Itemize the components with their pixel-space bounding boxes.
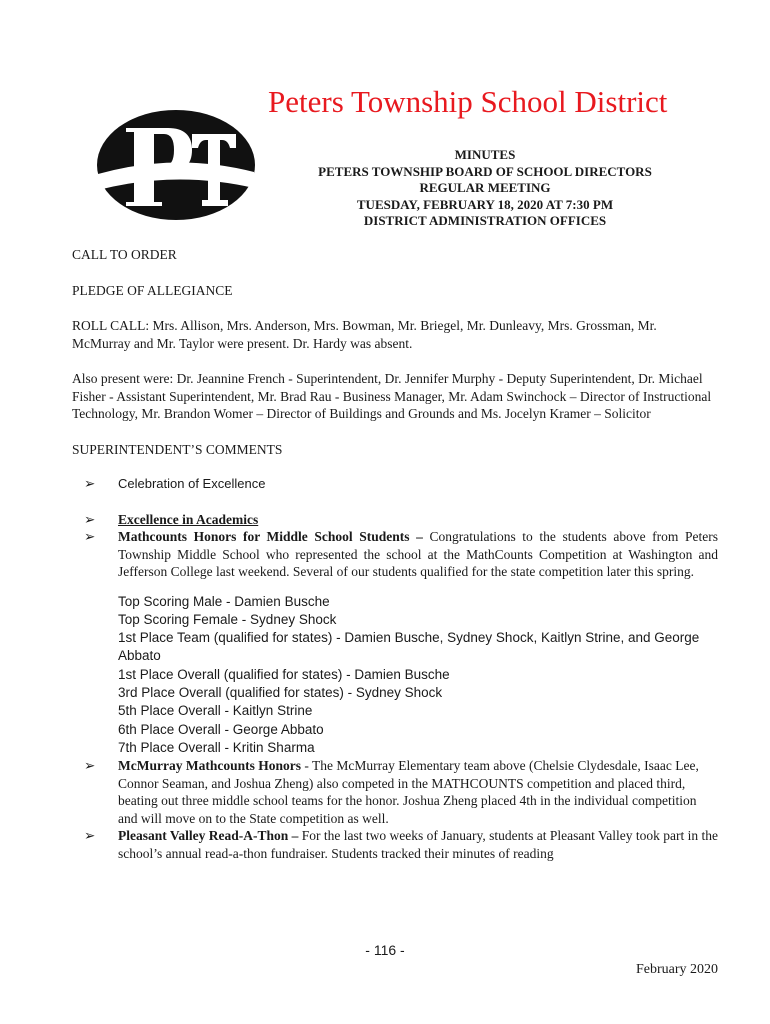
mcmurray-text: - The McMurray Elementary team above (Chelsie Clydesdale, Isaac Lee, Connor Seaman, and Joshua Zheng) also competed in the MATHCOUNTS competition and placed third, beating out three middle school teams for the honor. Joshua Zheng placed 4th in the individual competition and will move on to the State competition as well. xyxy=(118,758,699,826)
meeting-header xyxy=(270,147,700,230)
also-present-paragraph: Also present were: Dr. Jeannine French - Superintendent, Dr. Jennifer Murphy - Deputy Superintendent, Dr. Michael Fisher - Assistant Superintendent, Mr. Brad Rau - Business Manager, Mr. Adam Swinchock – Director of Instructional Technology, Mr. Brandon Womer – Director of Buildings and Grounds and Ms. Jocelyn Kramer – Solicitor xyxy=(72,371,712,421)
celebration-label: Celebration of Excellence xyxy=(118,476,266,491)
header-line-date: TUESDAY, FEBRUARY 18, 2020 AT 7:30 PM xyxy=(356,196,614,212)
bullet-excellence-academics xyxy=(72,511,718,529)
footer-date: February 2020 xyxy=(635,962,718,977)
bullet-mcmurray xyxy=(72,757,718,827)
result-line: 6th Place Overall - George Abbato xyxy=(118,721,324,737)
district-title: Peters Township School District xyxy=(268,84,668,119)
result-line: 1st Place Team (qualified for states) - Damien Busche, Sydney Shock, Kaitlyn Strine, and George Abbato xyxy=(118,630,700,664)
page-number: - 116 - xyxy=(365,942,405,958)
minutes-body xyxy=(72,246,718,862)
arrow-bullet-icon: ➢ xyxy=(84,828,96,844)
call-to-order-heading: CALL TO ORDER xyxy=(72,247,177,262)
mcmurray-title: McMurray Mathcounts Honors xyxy=(118,758,301,774)
bullet-pleasant-valley xyxy=(72,827,718,862)
pledge-heading: PLEDGE OF ALLEGIANCE xyxy=(72,282,233,298)
roll-call-paragraph: ROLL CALL: Mrs. Allison, Mrs. Anderson, Mrs. Bowman, Mr. Briegel, Mr. Dunleavy, Mrs. Grossman, Mr. McMurray and Mr. Taylor were present. Dr. Hardy was absent. xyxy=(72,318,657,351)
mathcounts-results xyxy=(72,593,718,758)
arrow-bullet-icon: ➢ xyxy=(84,529,96,544)
result-line: 7th Place Overall - Kritin Sharma xyxy=(118,739,315,755)
header-line-board: PETERS TOWNSHIP BOARD OF SCHOOL DIRECTORS xyxy=(318,163,652,179)
result-line: 5th Place Overall - Kaitlyn Strine xyxy=(118,703,313,719)
mathcounts-title: Mathcounts Honors for Middle School Students – xyxy=(118,529,423,544)
excellence-academics-label: Excellence in Academics xyxy=(118,511,259,527)
arrow-bullet-icon: ➢ xyxy=(84,476,96,491)
mathcounts-text: Congratulations to the students above from Peters Township Middle School who represented the school at the MathCounts Competition at Washington and Jefferson College last weekend. Several of our students qualified for the state competition later this spring. xyxy=(118,529,719,579)
result-line: Top Scoring Male - Damien Busche xyxy=(118,593,330,609)
result-line: Top Scoring Female - Sydney Shock xyxy=(118,611,337,627)
result-line: 3rd Place Overall (qualified for states) - Sydney Shock xyxy=(118,684,443,700)
superintendent-comments-heading: SUPERINTENDENT’S COMMENTS xyxy=(72,441,283,457)
pleasant-valley-title: Pleasant Valley Read-A-Thon – xyxy=(118,828,299,844)
pleasant-valley-text: For the last two weeks of January, students at Pleasant Valley took part in the school’s annual read-a-thon fundraiser. Students tracked their minutes of reading xyxy=(118,828,718,861)
arrow-bullet-icon: ➢ xyxy=(84,511,96,527)
arrow-bullet-icon: ➢ xyxy=(84,758,96,774)
result-line: 1st Place Overall (qualified for states) - Damien Busche xyxy=(118,666,450,682)
header-line-meeting-type: REGULAR MEETING xyxy=(419,180,551,195)
header-line-minutes: MINUTES xyxy=(454,147,516,162)
bullet-celebration xyxy=(72,475,718,493)
bullet-mathcounts xyxy=(72,528,718,581)
pt-logo-icon xyxy=(96,108,256,223)
district-logo xyxy=(96,108,256,223)
header-line-location: DISTRICT ADMINISTRATION OFFICES xyxy=(363,213,607,228)
